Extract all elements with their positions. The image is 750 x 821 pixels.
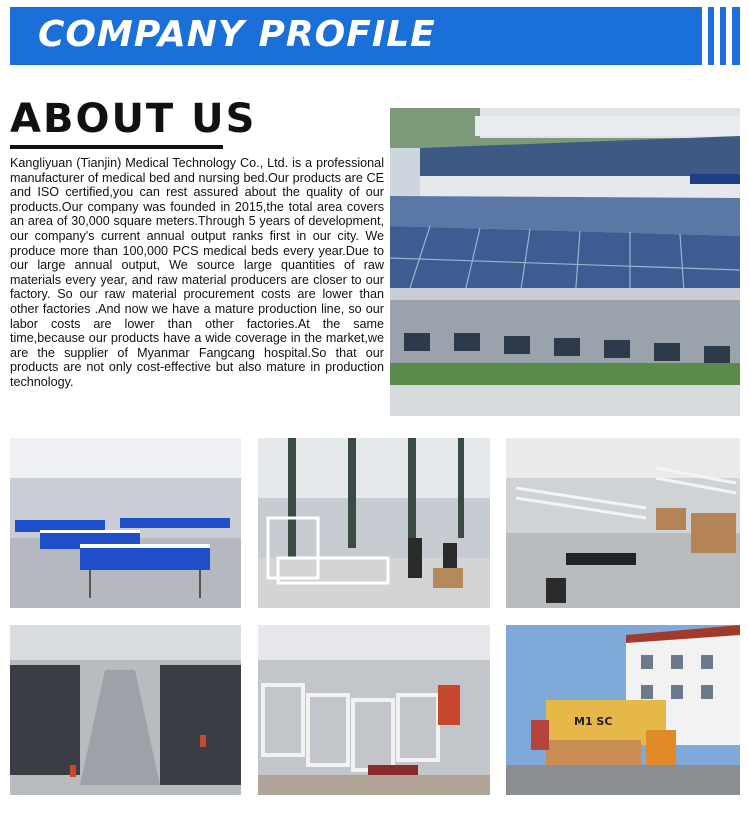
workshop-assembly-photo [258, 438, 490, 608]
container-label: M1 SC [574, 715, 613, 728]
about-us-heading: ABOUT US [10, 96, 257, 142]
bed-frames-warehouse-photo [506, 438, 740, 608]
hospital-beds-showroom-photo [10, 438, 241, 608]
container-loading-photo [506, 625, 740, 795]
banner-title: COMPANY PROFILE [38, 14, 436, 55]
assembled-bed-frames-photo [258, 625, 490, 795]
banner-stripe-3 [726, 7, 732, 65]
banner-stripe-1 [702, 7, 708, 65]
factory-rooftop-solar-photo [390, 108, 740, 416]
about-us-underline [10, 145, 223, 149]
about-us-text: Kangliyuan (Tianjin) Medical Technology Co., Ltd. is a professional manufacturer of medical bed and nursing bed.Our products are CE and ISO certified,you can rest assured about the quality of our products.Our company was founded in 2015,the total area covers an area of 30,000 square meters.Through 5 years of development, our company's current annual output ranks first in our city. We produce more than 100,000 PCS medical beds every year.Due to our large annual output, We source large quantities of raw materials every year, and raw material producers are closer to our factory. So our raw material procurement costs are lower than other factories .And now we have a mature production line, so our labor costs are lower than other factories.At the same time,because our products have a wide coverage in the market,we are the supplier of Myanmar Fangcang hospital.So that our products are not only cost-effective but also mature in production technology. [10, 156, 384, 389]
company-profile-banner [10, 7, 740, 65]
production-line-photo [10, 625, 241, 795]
banner-stripe-2 [714, 7, 720, 65]
